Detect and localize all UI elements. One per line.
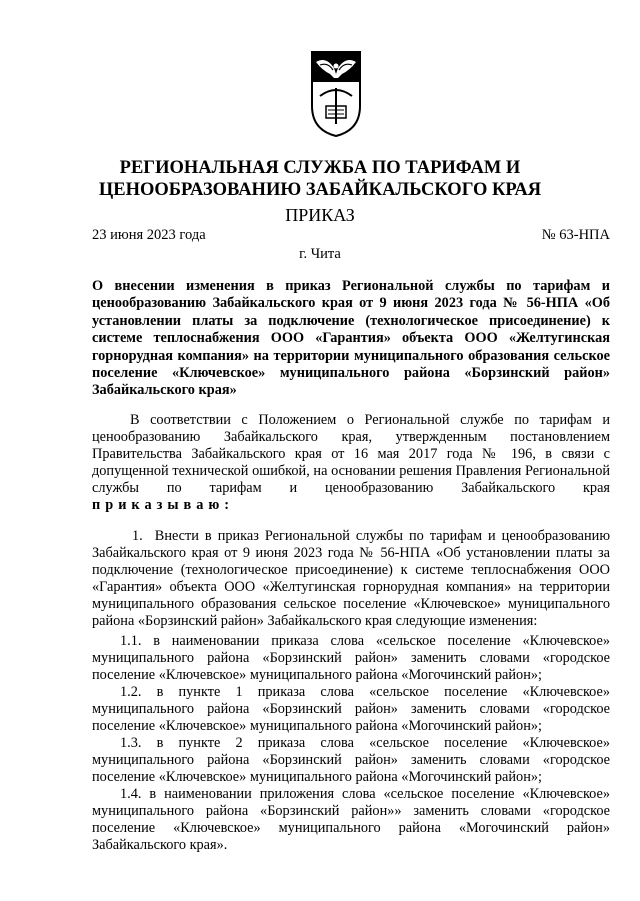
item-number: 1.2. xyxy=(120,684,142,700)
organization-title xyxy=(60,157,580,201)
order-items xyxy=(92,528,610,854)
preamble-command: приказываю: xyxy=(92,497,235,513)
item-text: в наименовании приказа слова «сельское поселение «Ключевское» муниципального района «Борзинский район» заменить словами «городское поселение «Ключевское» муниципального района «Могочинский район»; xyxy=(92,633,610,683)
item-number: 1. xyxy=(132,528,143,544)
order-item-1-1 xyxy=(92,633,610,684)
preamble-text: В соответствии с Положением о Региональной службе по тарифам и ценообразованию Забайкальского края, утвержденным постановлением Правительства Забайкальского края от 16 мая 2017 года № 196, в связи с допущенной технической ошибкой, на основании решения Правления Региональной службы по тарифам и ценообразованию Забайкальского края xyxy=(92,412,610,496)
order-item-1 xyxy=(92,528,610,630)
order-item-1-3 xyxy=(92,735,610,786)
coat-of-arms-emblem xyxy=(308,48,364,138)
order-item-1-2 xyxy=(92,684,610,735)
coat-of-arms-icon xyxy=(308,48,364,138)
item-text: Внести в приказ Региональной службы по тарифам и ценообразованию Забайкальского края от 9 июня 2023 года № 56-НПА «Об установлении платы за подключение (технологическое присоединение) к системе теплоснабжения ООО «Гарантия» объекта ООО «Желтугинская горнорудная компания» на территории муниципального образования сельское поселение «Ключевское» муниципального района «Борзинский район» Забайкальского края следующие изменения: xyxy=(92,528,610,629)
item-text: в пункте 2 приказа слова «сельское поселение «Ключевское» муниципального района «Борзинский район» заменить словами «городское поселение «Ключевское» муниципального района «Могочинский район»; xyxy=(92,735,610,785)
item-text: в пункте 1 приказа слова «сельское поселение «Ключевское» муниципального района «Борзинский район» заменить словами «городское поселение «Ключевское» муниципального района «Могочинский район»; xyxy=(92,684,610,734)
item-number: 1.3. xyxy=(120,735,142,751)
organization-title-line1: РЕГИОНАЛЬНАЯ СЛУЖБА ПО ТАРИФАМ И xyxy=(119,158,521,178)
document-type: ПРИКАЗ xyxy=(285,205,355,225)
document-meta xyxy=(92,227,610,244)
order-item-1-4 xyxy=(92,786,610,854)
item-text: в наименовании приложения слова «сельское поселение «Ключевское» муниципального района «Борзинский район»» заменить словами «городское поселение «Ключевское» муниципального района «Могочинский район» Забайкальского края». xyxy=(92,786,610,853)
document-subject: О внесении изменения в приказ Региональной службы по тарифам и ценообразованию Забайкальского края от 9 июня 2023 года № 56-НПА «Об установлении платы за подключение (технологическое присоединение) к системе теплоснабжения ООО «Гарантия» объекта ООО «Желтугинская горнорудная компания» на территории муниципального образования сельское поселение «Ключевское» муниципального района «Борзинский район» Забайкальского края» xyxy=(92,278,610,399)
item-number: 1.4. xyxy=(120,786,142,802)
document-date: 23 июня 2023 года xyxy=(92,227,206,243)
item-number: 1.1. xyxy=(120,633,142,649)
document-city: г. Чита xyxy=(299,246,341,262)
preamble-paragraph xyxy=(92,412,610,514)
organization-title-line2: ЦЕНООБРАЗОВАНИЮ ЗАБАЙКАЛЬСКОГО КРАЯ xyxy=(98,180,542,200)
document-number: № 63-НПА xyxy=(541,227,610,243)
